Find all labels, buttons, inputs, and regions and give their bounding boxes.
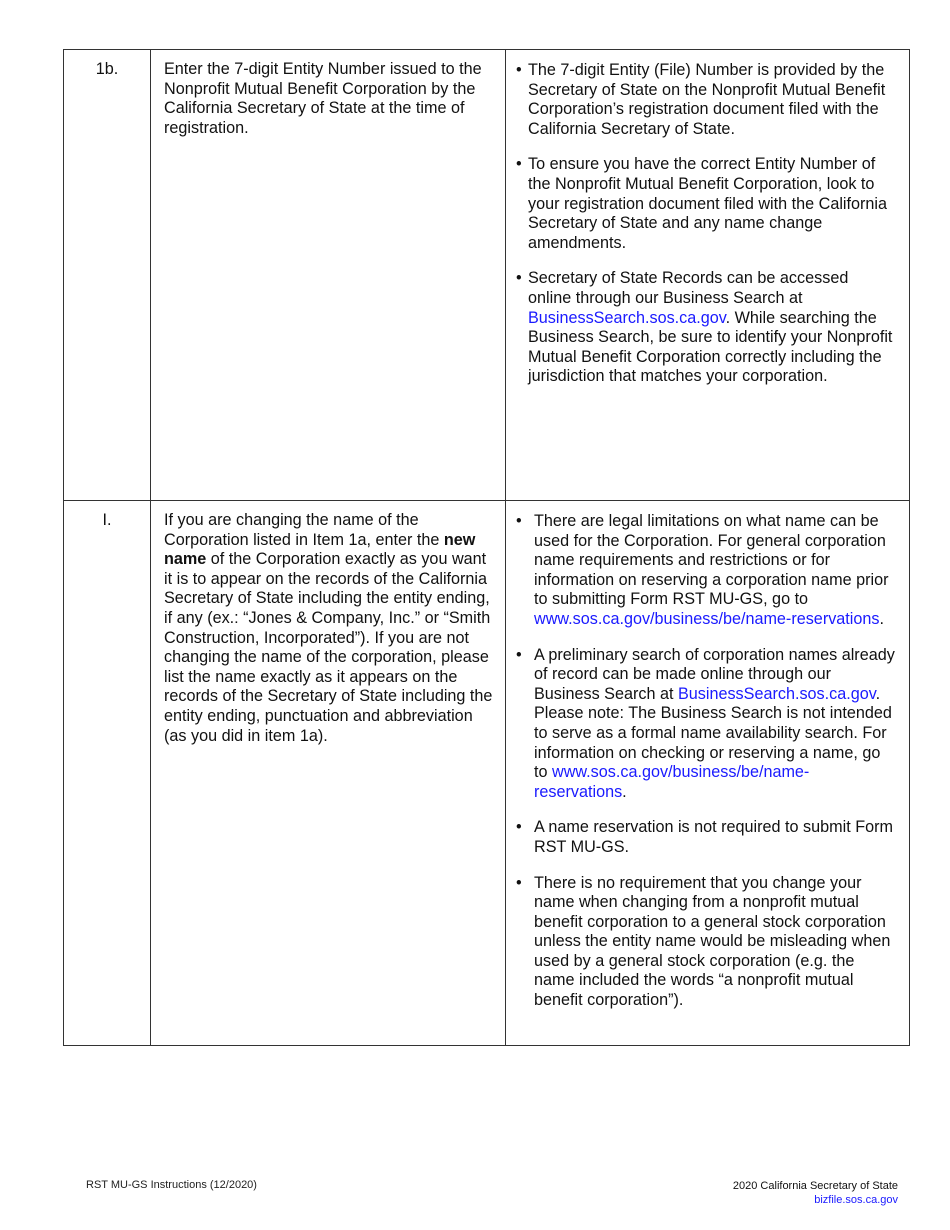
footer-copyright: 2020 California Secretary of State <box>732 1180 898 1192</box>
bullet-icon: • <box>516 155 522 174</box>
tips-list <box>516 512 895 1011</box>
list-item: • There are legal limitations on what name can be used for the Corporation. For general corporation name requirements and restrictions or for information on reserving a corporation name prior to submitting Form RST MU-GS, go to www.sos.ca.gov/business/be/name-reservations. <box>516 512 889 628</box>
list-item: • To ensure you have the correct Entity Number of the Nonprofit Mutual Benefit Corporation, look to your registration document filed with the California Secretary of State and any name change amendments. <box>516 155 888 252</box>
bullet-icon: • <box>516 873 522 892</box>
bullet-icon: • <box>516 818 522 837</box>
bold-new-name: new name <box>164 530 476 569</box>
footer-form-id: RST MU-GS Instructions (12/2020) <box>86 1179 257 1191</box>
tips-list <box>516 61 895 387</box>
instruction-text: Enter the 7-digit Entity Number issued to the Nonprofit Mutual Benefit Corporation by the California Secretary of State at the time of registration. <box>151 50 506 501</box>
list-item: • A name reservation is not required to submit Form RST MU-GS. <box>516 818 893 856</box>
tips-cell <box>506 50 910 501</box>
list-item: • The 7-digit Entity (File) Number is provided by the Secretary of State on the Nonprofit Mutual Benefit Corporation’s registration document filed with the California Secretary of State. <box>516 61 886 138</box>
bullet-icon: • <box>516 645 522 664</box>
instruction-text: If you are changing the name of the Corporation listed in Item 1a, enter the new name of the Corporation exactly as you want it is to appear on the records of the California Secretary of State including the entity ending, if any (ex.: “Jones & Company, Inc.” or “Smith Construction, Incorporated”). If you are not changing the name of the corporation, please list the name exactly as it appears on the records of the Secretary of State including the entity ending, punctuation and abbreviation (as you did in item 1a). <box>151 501 506 1046</box>
list-item: • Secretary of State Records can be accessed online through our Business Search at BusinessSearch.sos.ca.gov. While searching the Business Search, be sure to identify your Nonprofit Mutual Benefit Corporation correctly including the jurisdiction that matches your corporation. <box>516 269 893 386</box>
list-item: • There is no requirement that you change your name when changing from a nonprofit mutual benefit corporation to a general stock corporation unless the entity name would be misleading when used by a general stock corporation (e.g. the name included the words “a nonprofit mutual benefit corporation”). <box>516 873 891 1010</box>
business-search-link[interactable]: BusinessSearch.sos.ca.gov <box>528 308 726 327</box>
bizfile-link[interactable]: bizfile.sos.ca.gov <box>814 1194 898 1206</box>
table-row <box>64 501 910 1046</box>
footer-credit <box>733 1179 898 1207</box>
instructions-table <box>63 49 910 1046</box>
bullet-icon: • <box>516 269 522 288</box>
name-reservations-link[interactable]: www.sos.ca.gov/business/be/name-reservations <box>534 609 880 628</box>
tips-cell <box>506 501 910 1046</box>
bullet-icon: • <box>516 512 522 530</box>
business-search-link[interactable]: BusinessSearch.sos.ca.gov <box>677 684 876 703</box>
name-reservations-link[interactable]: www.sos.ca.gov/business/be/name-reservations <box>534 763 810 801</box>
item-number: I. <box>64 501 151 1046</box>
item-number: 1b. <box>64 50 151 501</box>
bullet-icon: • <box>516 61 522 79</box>
table-row <box>64 50 910 501</box>
list-item: • A preliminary search of corporation names already of record can be made online through our Business Search at BusinessSearch.sos.ca.gov. Please note: The Business Search is not intended to serve as a formal name availability search. For information on checking or reserving a name, go to www.sos.ca.gov/business/be/name-reservations. <box>516 645 895 801</box>
